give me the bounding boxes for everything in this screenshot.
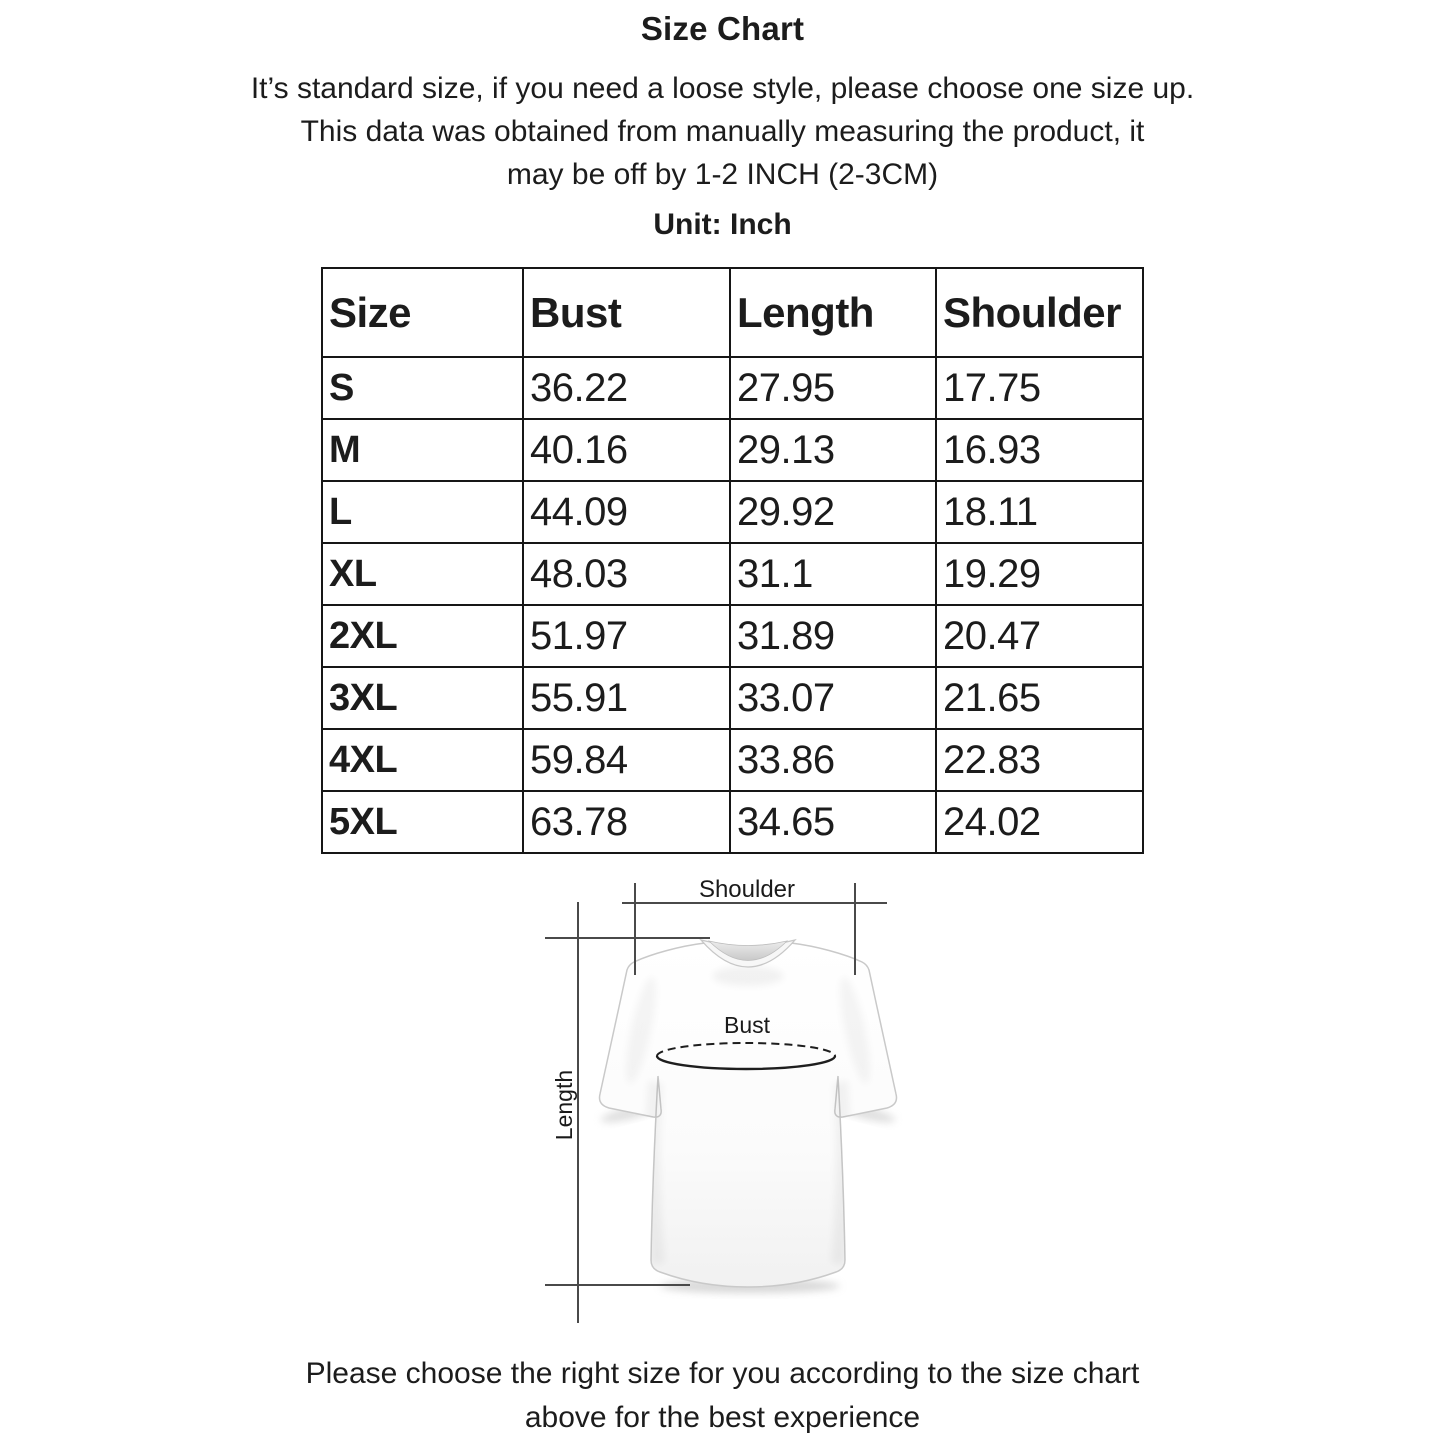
- description-line: It’s standard size, if you need a loose style, please choose one size up.: [250, 72, 1195, 105]
- value-cell: 31.89: [730, 605, 936, 667]
- value-cell: 44.09: [523, 481, 730, 543]
- table-row: [322, 357, 1143, 419]
- value-cell: 40.16: [523, 419, 730, 481]
- value-cell: 31.1: [730, 543, 936, 605]
- size-cell: M: [322, 419, 523, 481]
- size-cell: L: [322, 481, 523, 543]
- header-cell-size: Size: [322, 268, 523, 357]
- size-cell: S: [322, 357, 523, 419]
- value-cell: 19.29: [936, 543, 1143, 605]
- length-label: Length: [551, 1069, 577, 1141]
- value-cell: 21.65: [936, 667, 1143, 729]
- value-cell: 24.02: [936, 791, 1143, 853]
- size-table: [321, 267, 1144, 854]
- value-cell: 17.75: [936, 357, 1143, 419]
- size-cell: 5XL: [322, 791, 523, 853]
- description-line: This data was obtained from manually measuring the product, it: [300, 115, 1145, 148]
- tshirt-measurement-diagram: [520, 870, 970, 1340]
- value-cell: 29.13: [730, 419, 936, 481]
- table-row: [322, 481, 1143, 543]
- value-cell: 16.93: [936, 419, 1143, 481]
- table-row: [322, 419, 1143, 481]
- description-line: may be off by 1-2 INCH (2-3CM): [506, 158, 939, 191]
- value-cell: 27.95: [730, 357, 936, 419]
- value-cell: 20.47: [936, 605, 1143, 667]
- tshirt-graphic: [599, 940, 896, 1293]
- table-row: [322, 543, 1143, 605]
- value-cell: 51.97: [523, 605, 730, 667]
- value-cell: 63.78: [523, 791, 730, 853]
- header-row: [322, 268, 1143, 357]
- size-cell: 3XL: [322, 667, 523, 729]
- table-row: [322, 667, 1143, 729]
- value-cell: 22.83: [936, 729, 1143, 791]
- footer-line: Please choose the right size for you according to the size chart: [305, 1357, 1140, 1390]
- value-cell: 34.65: [730, 791, 936, 853]
- value-cell: 48.03: [523, 543, 730, 605]
- footer-line: above for the best experience: [524, 1401, 921, 1434]
- size-cell: 4XL: [322, 729, 523, 791]
- value-cell: 29.92: [730, 481, 936, 543]
- value-cell: 33.07: [730, 667, 936, 729]
- description-paragraph: [0, 67, 1445, 196]
- shoulder-label: Shoulder: [698, 876, 796, 903]
- table-row: [322, 605, 1143, 667]
- size-table-header: [322, 268, 1143, 357]
- value-cell: 36.22: [523, 357, 730, 419]
- unit-label: Unit: Inch: [653, 208, 792, 241]
- page-title: Size Chart: [640, 10, 805, 47]
- header-cell-bust: Bust: [523, 268, 730, 357]
- value-cell: 18.11: [936, 481, 1143, 543]
- table-row: [322, 729, 1143, 791]
- value-cell: 33.86: [730, 729, 936, 791]
- bust-label: Bust: [723, 1012, 771, 1038]
- footer-note: [0, 1352, 1445, 1440]
- size-cell: XL: [322, 543, 523, 605]
- header-cell-length: Length: [730, 268, 936, 357]
- size-table-body: [322, 357, 1143, 853]
- value-cell: 59.84: [523, 729, 730, 791]
- value-cell: 55.91: [523, 667, 730, 729]
- table-row: [322, 791, 1143, 853]
- size-cell: 2XL: [322, 605, 523, 667]
- header-cell-shoulder: Shoulder: [936, 268, 1143, 357]
